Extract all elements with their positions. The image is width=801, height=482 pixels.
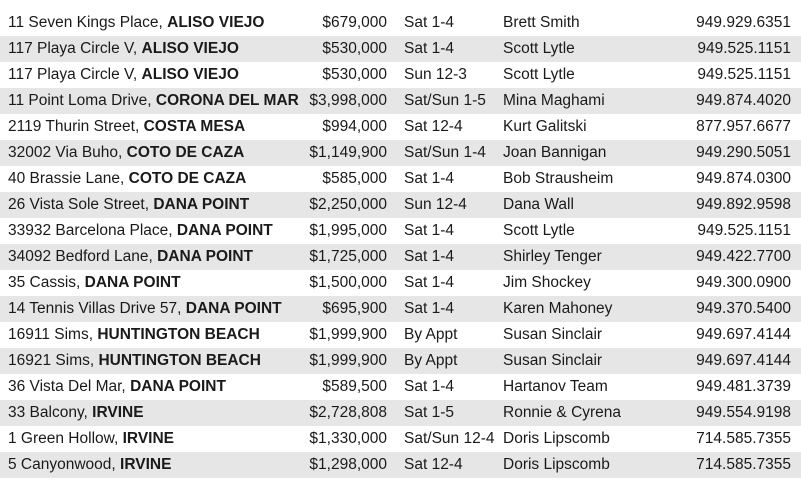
listing-street: 16921 Sims,: [8, 352, 99, 369]
listing-price: $1,500,000: [309, 274, 387, 291]
listing-street: 40 Brassie Lane,: [8, 170, 129, 187]
listing-street: 2119 Thurin Street,: [8, 118, 144, 135]
listing-phone: 877.957.6677: [696, 118, 791, 135]
listing-address: [8, 374, 226, 400]
listing-phone: 949.554.9198: [696, 404, 791, 421]
listing-row: [0, 114, 801, 140]
listing-address: [8, 36, 239, 62]
listing-row: [0, 296, 801, 322]
listing-open-house-time: Sat/Sun 1-5: [404, 92, 486, 109]
listing-city: IRVINE: [120, 456, 172, 473]
listing-address: [8, 10, 264, 36]
listing-row: [0, 452, 801, 478]
listing-phone: 949.929.6351: [696, 14, 791, 31]
listing-street: 11 Seven Kings Place,: [8, 14, 168, 31]
listing-agent: Bob Strausheim: [503, 170, 614, 187]
listing-phone: 949.874.4020: [696, 92, 791, 109]
listing-open-house-time: Sun 12-3: [404, 66, 467, 83]
listing-address: [8, 218, 273, 244]
listing-agent: Ronnie & Cyrena: [503, 404, 622, 421]
listing-open-house-time: Sat/Sun 1-4: [404, 144, 486, 161]
listing-street: 11 Point Loma Drive,: [8, 92, 156, 109]
listing-phone: 949.525.1151: [697, 40, 791, 57]
listing-row: [0, 270, 801, 296]
listing-price: $1,330,000: [309, 430, 387, 447]
listing-phone: 949.370.5400: [696, 300, 791, 317]
listing-phone: 949.525.1151: [697, 66, 791, 83]
listing-phone: 949.290.5051: [696, 144, 791, 161]
listing-row: [0, 36, 801, 62]
listing-address: [8, 62, 239, 88]
listing-open-house-time: Sat 1-4: [404, 300, 454, 317]
listing-city: DANA POINT: [153, 196, 250, 213]
listing-agent: Kurt Galitski: [503, 118, 587, 135]
listing-agent: Mina Maghami: [503, 92, 605, 109]
listing-agent: Brett Smith: [503, 14, 580, 31]
listing-phone: 949.525.1151: [697, 222, 791, 239]
listing-street: 33932 Barcelona Place,: [8, 222, 177, 239]
listing-city: HUNTINGTON BEACH: [98, 352, 261, 369]
listing-open-house-time: Sun 12-4: [404, 196, 467, 213]
listing-row: [0, 348, 801, 374]
listing-open-house-time: By Appt: [404, 352, 458, 369]
listing-price: $679,000: [322, 14, 387, 31]
listing-street: 35 Cassis,: [8, 274, 85, 291]
listing-row: [0, 88, 801, 114]
listing-row: [0, 192, 801, 218]
listing-phone: 949.422.7700: [696, 248, 791, 265]
listing-price: $2,728,808: [309, 404, 387, 421]
listing-price: $2,250,000: [309, 196, 387, 213]
listing-agent: Scott Lytle: [503, 66, 575, 83]
listing-city: DANA POINT: [176, 222, 273, 239]
listing-price: $1,999,900: [309, 326, 387, 343]
listing-price: $530,000: [322, 66, 387, 83]
listing-price: $1,999,900: [309, 352, 387, 369]
listing-city: DANA POINT: [130, 378, 226, 395]
listing-open-house-time: Sat 12-4: [404, 456, 463, 473]
listing-open-house-time: Sat 1-4: [404, 248, 454, 265]
listing-open-house-time: Sat 1-4: [404, 222, 454, 239]
listing-city: ALISO VIEJO: [141, 66, 239, 83]
listing-open-house-time: Sat 12-4: [404, 118, 463, 135]
listing-price: $1,995,000: [309, 222, 387, 239]
listing-city: IRVINE: [92, 404, 144, 421]
listing-phone: 949.697.4144: [696, 326, 791, 343]
listing-agent: Shirley Tenger: [503, 248, 602, 265]
listing-city: COTO DE CAZA: [126, 144, 245, 161]
listing-address: [8, 192, 249, 218]
listing-agent: Doris Lipscomb: [503, 456, 610, 473]
listing-row: [0, 244, 801, 270]
listing-phone: 949.874.0300: [696, 170, 791, 187]
listing-price: $1,298,000: [309, 456, 387, 473]
listing-price: $3,998,000: [309, 92, 387, 109]
listing-agent: Jim Shockey: [503, 274, 591, 291]
listing-city: ALISO VIEJO: [167, 14, 265, 31]
listing-address: [8, 166, 246, 192]
listing-city: HUNTINGTON BEACH: [97, 326, 260, 343]
listing-street: 36 Vista Del Mar,: [8, 378, 131, 395]
listing-phone: 949.892.9598: [696, 196, 791, 213]
listing-row: [0, 218, 801, 244]
listing-price: $585,000: [322, 170, 387, 187]
listing-address: [8, 88, 299, 114]
listing-phone: 714.585.7355: [696, 430, 791, 447]
listing-price: $695,900: [322, 300, 387, 317]
listing-street: 117 Playa Circle V,: [8, 40, 142, 57]
listing-phone: 714.585.7355: [696, 456, 791, 473]
listing-price: $1,725,000: [309, 248, 387, 265]
listing-address: [8, 348, 261, 374]
listing-street: 34092 Bedford Lane,: [8, 248, 158, 265]
listing-open-house-time: Sat 1-4: [404, 170, 454, 187]
listing-street: 14 Tennis Villas Drive 57,: [8, 300, 186, 317]
listing-row: [0, 62, 801, 88]
listing-phone: 949.697.4144: [696, 352, 791, 369]
listing-open-house-time: By Appt: [404, 326, 458, 343]
listing-agent: Scott Lytle: [503, 222, 575, 239]
listing-city: DANA POINT: [84, 274, 181, 291]
listing-street: 33 Balcony,: [8, 404, 93, 421]
listing-address: [8, 400, 144, 426]
listing-agent: Joan Bannigan: [503, 144, 607, 161]
listing-city: COSTA MESA: [143, 118, 246, 135]
listing-street: 1 Green Hollow,: [8, 430, 123, 447]
listing-row: [0, 10, 801, 36]
listing-row: [0, 166, 801, 192]
listing-address: [8, 244, 253, 270]
listing-address: [8, 296, 282, 322]
listing-street: 117 Playa Circle V,: [8, 66, 142, 83]
listing-agent: Susan Sinclair: [503, 352, 603, 369]
listing-phone: 949.300.0900: [696, 274, 791, 291]
listing-address: [8, 322, 260, 348]
listing-price: $589,500: [322, 378, 387, 395]
listing-price: $1,149,900: [309, 144, 387, 161]
listing-agent: Karen Mahoney: [503, 300, 613, 317]
listing-city: COTO DE CAZA: [128, 170, 247, 187]
listing-open-house-time: Sat 1-4: [404, 274, 454, 291]
listing-city: DANA POINT: [157, 248, 253, 265]
listing-row: [0, 426, 801, 452]
listing-city: ALISO VIEJO: [141, 40, 239, 57]
listing-phone: 949.481.3739: [696, 378, 791, 395]
listing-agent: Dana Wall: [503, 196, 574, 213]
listing-agent: Hartanov Team: [503, 378, 608, 395]
listing-address: [8, 426, 174, 452]
listing-row: [0, 400, 801, 426]
listing-city: DANA POINT: [185, 300, 282, 317]
listing-row: [0, 140, 801, 166]
listing-open-house-time: Sat 1-5: [404, 404, 454, 421]
listing-row: [0, 374, 801, 400]
listing-street: 16911 Sims,: [8, 326, 98, 343]
listing-address: [8, 140, 244, 166]
listing-row: [0, 322, 801, 348]
listing-address: [8, 114, 245, 140]
listing-price: $994,000: [322, 118, 387, 135]
listing-city: IRVINE: [122, 430, 174, 447]
listing-street: 32002 Via Buho,: [8, 144, 127, 161]
listing-address: [8, 452, 171, 478]
listing-open-house-time: Sat 1-4: [404, 14, 454, 31]
listing-open-house-time: Sat/Sun 12-4: [404, 430, 495, 447]
listing-street: 5 Canyonwood,: [8, 456, 121, 473]
listing-agent: Susan Sinclair: [503, 326, 603, 343]
listing-street: 26 Vista Sole Street,: [8, 196, 154, 213]
listing-price: $530,000: [322, 40, 387, 57]
listing-city: CORONA DEL MAR: [155, 92, 299, 109]
listing-agent: Scott Lytle: [503, 40, 575, 57]
listing-open-house-time: Sat 1-4: [404, 378, 454, 395]
listing-address: [8, 270, 181, 296]
listing-agent: Doris Lipscomb: [503, 430, 610, 447]
listing-open-house-time: Sat 1-4: [404, 40, 454, 57]
